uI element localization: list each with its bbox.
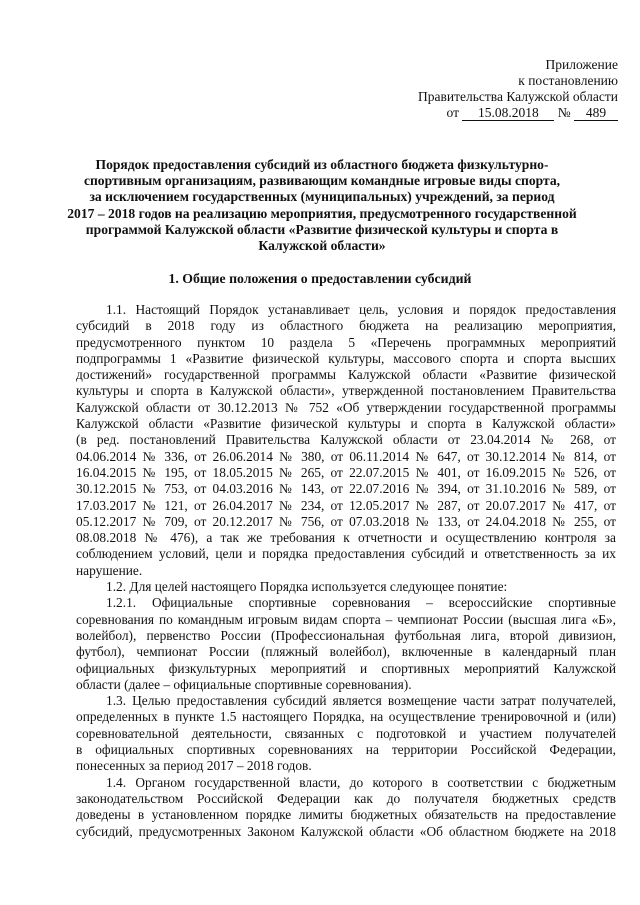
paragraph-line: подпрограммы 1 «Развитие физической культуры, массового спорта и спорта высших bbox=[76, 350, 616, 366]
appendix-block bbox=[418, 57, 618, 121]
paragraph-line: 1.3. Целью предоставления субсидий является возмещение части затрат получателей, bbox=[106, 693, 616, 709]
paragraph-line: 1.2.1. Официальные спортивные соревнования – всероссийские спортивные bbox=[106, 595, 616, 611]
paragraph-line: достижений» государственной программы Калужской области «Развитие физической bbox=[76, 367, 616, 383]
paragraph-line: области (далее – официальные спортивные соревнования). bbox=[76, 676, 412, 692]
paragraph-line: 04.06.2014 № 336, от 26.06.2014 № 380, от 06.11.2014 № 647, от 30.12.2014 № 814, от bbox=[76, 448, 616, 464]
body-text bbox=[76, 302, 616, 840]
paragraph-line: соревновательной деятельности, связанных с подготовкой и участием получателей bbox=[76, 725, 616, 741]
paragraph-line: доведены в установленном порядке лимиты бюджетных обязательств на предоставление bbox=[76, 807, 616, 823]
number-label: № bbox=[557, 105, 571, 120]
title-line: Порядок предоставления субсидий из областного бюджета физкультурно- bbox=[95, 157, 549, 172]
paragraph-line: субсидий, предусмотренных Законом Калужской области «Об областном бюджете на 2018 bbox=[76, 823, 616, 839]
section-heading: 1. Общие положения о предоставлении субсидий bbox=[168, 271, 472, 286]
paragraph-line: культуры и спорта в Калужской области», утвержденной постановлением Правительства bbox=[76, 383, 616, 399]
paragraph-line: Калужской области от 30.12.2013 № 752 «Об утверждении государственной программы bbox=[76, 399, 616, 415]
paragraph-line: 30.12.2015 № 753, от 04.03.2016 № 143, от 22.07.2016 № 394, от 31.10.2016 № 589, от bbox=[76, 481, 616, 497]
paragraph-line: (в ред. постановлений Правительства Калужской области от 23.04.2014 № 268, от bbox=[76, 432, 616, 448]
paragraph-line: официальных физкультурных мероприятий и спортивных мероприятий Калужской bbox=[76, 660, 616, 676]
resolution-number: 489 bbox=[574, 106, 618, 121]
paragraph-line: 1.1. Настоящий Порядок устанавливает цель, условия и порядок предоставления bbox=[106, 302, 616, 317]
paragraph-line: нарушение. bbox=[76, 562, 143, 578]
paragraph-line: футбол), чемпионат России (пляжный волейбол), включенные в календарный план bbox=[76, 644, 616, 660]
paragraph-line: в официальных спортивных соревнованиях на территории Российской Федерации, bbox=[76, 742, 616, 758]
paragraph-line: Калужской области «Развитие физической культуры и спорта в Калужской области» bbox=[76, 416, 616, 432]
appendix-date-line bbox=[418, 105, 618, 121]
paragraph-line: субсидий в 2018 году из областного бюджета на реализацию мероприятия, bbox=[76, 318, 616, 334]
paragraph-line: 17.03.2017 № 121, от 26.04.2017 № 234, от 12.05.2017 № 287, от 20.07.2017 № 417, от bbox=[76, 497, 616, 513]
paragraph-line: определенных в пункте 1.5 настоящего Порядка, на осуществление тренировочной и (или) bbox=[76, 709, 616, 725]
from-label: от bbox=[446, 105, 459, 120]
paragraph-line: волейбол), первенство России (Профессиональная футбольная лига, второй дивизион, bbox=[76, 627, 616, 643]
document-title bbox=[62, 157, 582, 254]
paragraph-line: 1.2. Для целей настоящего Порядка используется следующее понятие: bbox=[106, 579, 508, 595]
paragraph-line: 05.12.2017 № 709, от 20.12.2017 № 756, от 07.03.2018 № 133, от 24.04.2018 № 255, от bbox=[76, 513, 616, 529]
title-line: за исключением государственных (муниципальных) учреждений, за период bbox=[89, 189, 555, 205]
paragraph-line: соблюдением условий, цели и порядка предоставления субсидий и ответственность за их bbox=[76, 546, 616, 562]
title-line: программой Калужской области «Развитие физической культуры и спорта в bbox=[85, 221, 559, 237]
paragraph-line: 1.4. Органом государственной власти, до которого в соответствии с бюджетным bbox=[106, 774, 616, 790]
paragraph-line: 08.08.2018 № 476), а так же требования к отчетности и осуществлению контроля за bbox=[76, 530, 616, 546]
title-line: спортивным организациям, развивающим командные игровые виды спорта, bbox=[83, 173, 561, 189]
title-line: Калужской области» bbox=[258, 238, 386, 254]
paragraph-line: 16.04.2015 № 195, от 18.05.2015 № 265, от 22.07.2015 № 401, от 16.09.2015 № 526, от bbox=[76, 464, 616, 480]
title-line: 2017 – 2018 годов на реализацию мероприятия, предусмотренного государственной bbox=[67, 205, 577, 221]
resolution-date: 15.08.2018 bbox=[462, 106, 554, 121]
appendix-line-3: Правительства Калужской области bbox=[417, 89, 618, 104]
paragraph-line: предусмотренного пунктом 10 раздела 5 «Перечень программных мероприятий bbox=[76, 334, 616, 350]
paragraph-line: понесенных за период 2017 – 2018 годов. bbox=[76, 758, 312, 774]
paragraph-line: законодательством Российской Федерации как до получателя бюджетных средств bbox=[76, 790, 616, 806]
appendix-line-2: к постановлению bbox=[518, 73, 618, 88]
paragraph-line: соревнования по командным игровым видам спорта – чемпионат России (высшая лига «Б», bbox=[76, 611, 616, 627]
appendix-line-1: Приложение bbox=[545, 57, 618, 72]
